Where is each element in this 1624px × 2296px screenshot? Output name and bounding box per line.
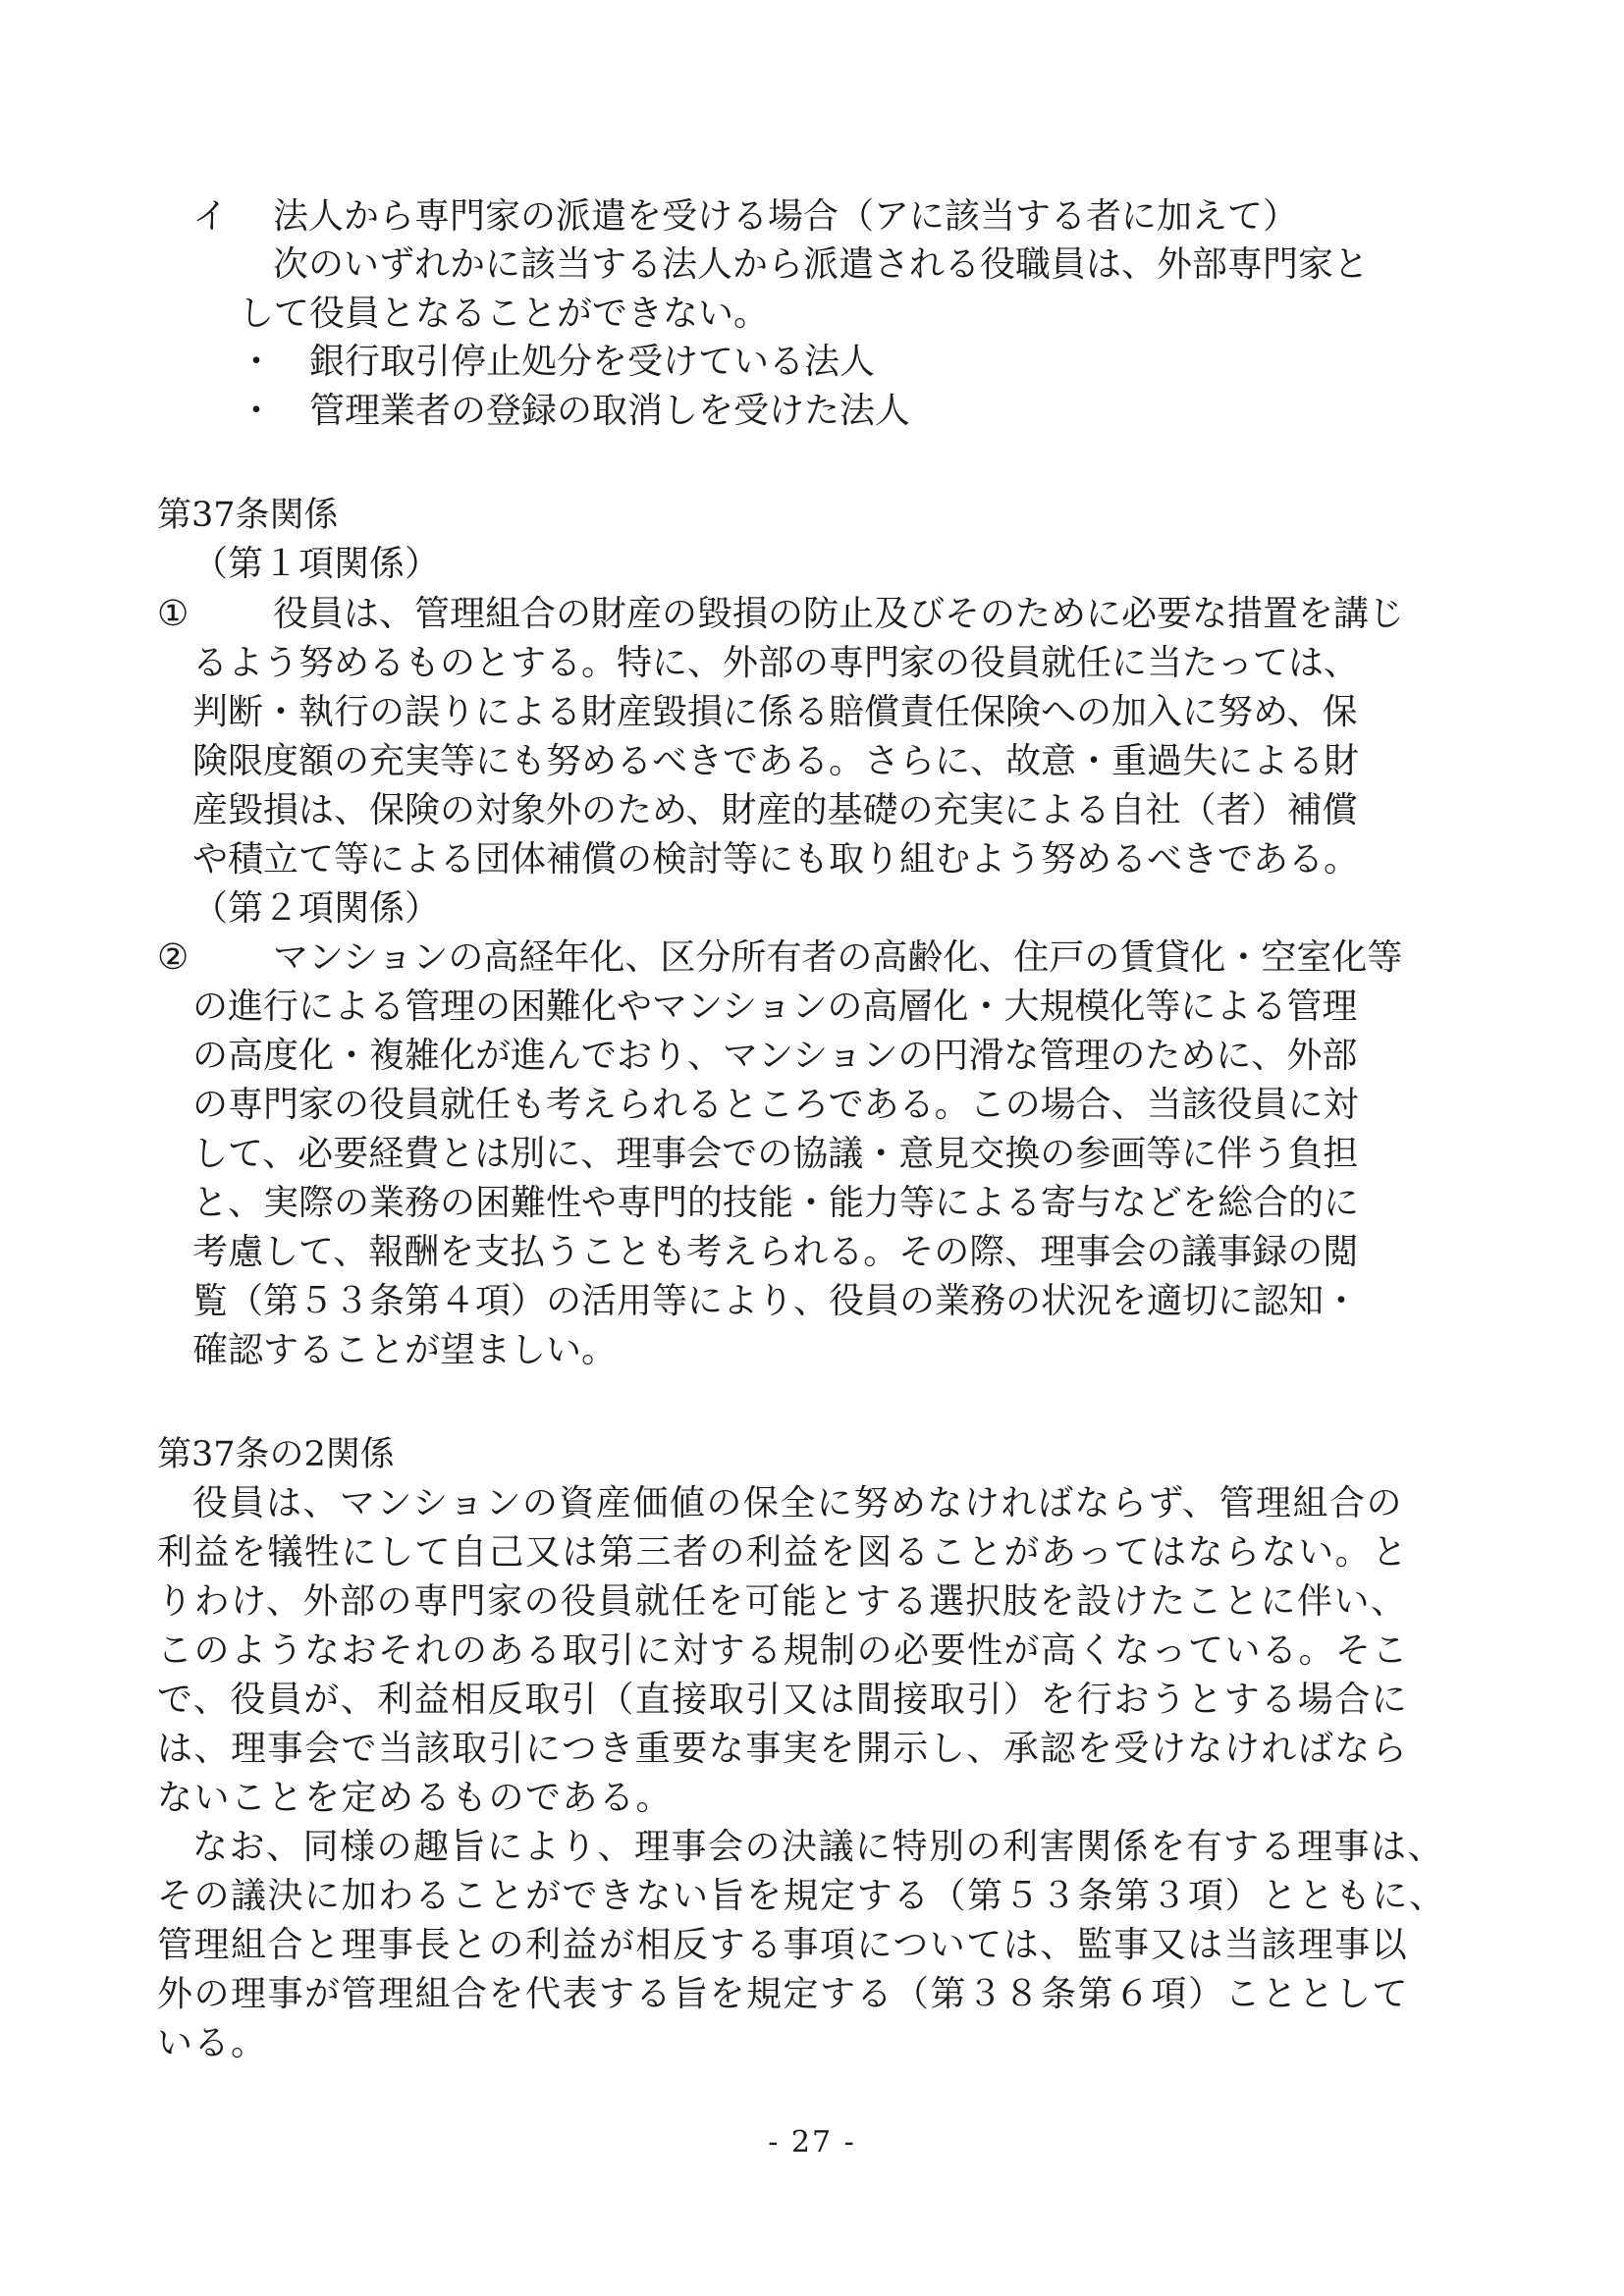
subsection-heading: （第１項関係） xyxy=(192,544,441,584)
paragraph-line: なお、同様の趣旨により、理事会の決議に特別の利害関係を有する理事は、 xyxy=(192,1827,1445,1867)
number-marker: ① xyxy=(157,594,189,634)
paragraph-line: の進行による管理の困難化やマンションの高層化・大規模化等による管理 xyxy=(192,987,1358,1027)
paragraph-line: 役員は、マンションの資産価値の保全に努めなければならず、管理組合の xyxy=(192,1483,1404,1523)
paragraph-line: このようなおそれのある取引に対する規制の必要性が高くなっている。そこ xyxy=(157,1630,1410,1671)
list-item-i xyxy=(192,193,1298,240)
paragraph-line: 利益を犠牲にして自己又は第三者の利益を図ることがあってはならない。と xyxy=(157,1532,1409,1573)
paragraph-line: 険限度額の充実等にも努めるべきである。さらに、故意・重過失による財 xyxy=(192,741,1360,781)
subsection-heading: （第２項関係） xyxy=(192,888,441,929)
section-heading: 第37条関係 xyxy=(157,496,339,535)
paragraph-line: 覧（第５３条第４項）の活用等により、役員の業務の状況を適切に認知・ xyxy=(192,1281,1360,1321)
paragraph-line: で、役員が、利益相反取引（直接取引又は間接取引）を行おうとする場合に xyxy=(157,1680,1409,1720)
paragraph-line: 確認することが望ましい。 xyxy=(192,1330,618,1370)
paragraph-line: るよう努めるものとする。特に、外部の専門家の役員就任に当たっては、 xyxy=(192,643,1360,683)
paragraph-line: や積立て等による団体補償の検討等にも取り組むよう努めるべきである。 xyxy=(192,839,1360,880)
bullet-text: 管理業者の登録の取消しを受けた法人 xyxy=(309,391,911,431)
paragraph-line: いる。 xyxy=(157,2023,268,2063)
paragraph-line: 判断・執行の誤りによる財産毀損に係る賠償責任保険への加入に努め、保 xyxy=(192,692,1358,732)
page-number: - 27 - xyxy=(768,2125,856,2160)
paragraph-line: して、必要経費とは別に、理事会での協議・意見交換の参画等に伴う負担 xyxy=(192,1134,1359,1174)
paragraph-line: して役員となることができない。 xyxy=(239,294,770,334)
paragraph-line: の高度化・複雑化が進んでおり、マンションの円滑な管理のために、外部 xyxy=(192,1036,1358,1076)
bullet-marker: ・ xyxy=(239,391,275,431)
bullet-item xyxy=(239,388,910,435)
paragraph-line: 考慮して、報酬を支払うことも考えられる。その際、理事会の議事録の閲 xyxy=(192,1232,1359,1272)
number-marker: ② xyxy=(157,937,189,978)
paragraph-line: は、理事会で当該取引につき重要な事実を開示し、承認を受けなければなら xyxy=(157,1729,1409,1769)
bullet-text: 銀行取引停止処分を受けている法人 xyxy=(309,342,876,382)
numbered-item-1 xyxy=(157,591,1404,638)
list-marker: イ xyxy=(192,196,229,237)
bullet-marker: ・ xyxy=(239,342,275,382)
section-heading: 第37条の2関係 xyxy=(157,1435,395,1474)
paragraph-line: りわけ、外部の専門家の役員就任を可能とする選択肢を設けたことに伴い、 xyxy=(157,1581,1408,1622)
paragraph-line: 外の理事が管理組合を代表する旨を規定する（第３８条第６項）こととして xyxy=(157,1974,1410,2014)
paragraph-line: の専門家の役員就任も考えられるところである。この場合、当該役員に対 xyxy=(192,1085,1359,1125)
paragraph-line: 管理組合と理事長との利益が相反する事項については、監事又は当該理事以 xyxy=(157,1925,1409,1965)
paragraph-line: ないことを定めるものである。 xyxy=(157,1778,674,1818)
numbered-item-2 xyxy=(157,934,1402,982)
paragraph-line: 産毀損は、保険の対象外のため、財産的基礎の充実による自社（者）補償 xyxy=(192,790,1358,830)
bullet-item xyxy=(239,339,875,386)
paragraph-line: その議決に加わることができない旨を規定する（第５３条第３項）とともに、 xyxy=(157,1876,1446,1916)
paragraph-line: と、実際の業務の困難性や専門的技能・能力等による寄与などを総合的に xyxy=(192,1183,1360,1223)
paragraph-line: 役員は、管理組合の財産の毀損の防止及びそのために必要な措置を講じ xyxy=(273,594,1405,634)
list-item-text: 法人から専門家の派遣を受ける場合（アに該当する者に加えて） xyxy=(273,196,1299,237)
paragraph-line: マンションの高経年化、区分所有者の高齢化、住戸の賃貸化・空室化等 xyxy=(273,937,1403,978)
paragraph-line: 次のいずれかに該当する法人から派遣される役職員は、外部専門家と xyxy=(273,244,1370,285)
